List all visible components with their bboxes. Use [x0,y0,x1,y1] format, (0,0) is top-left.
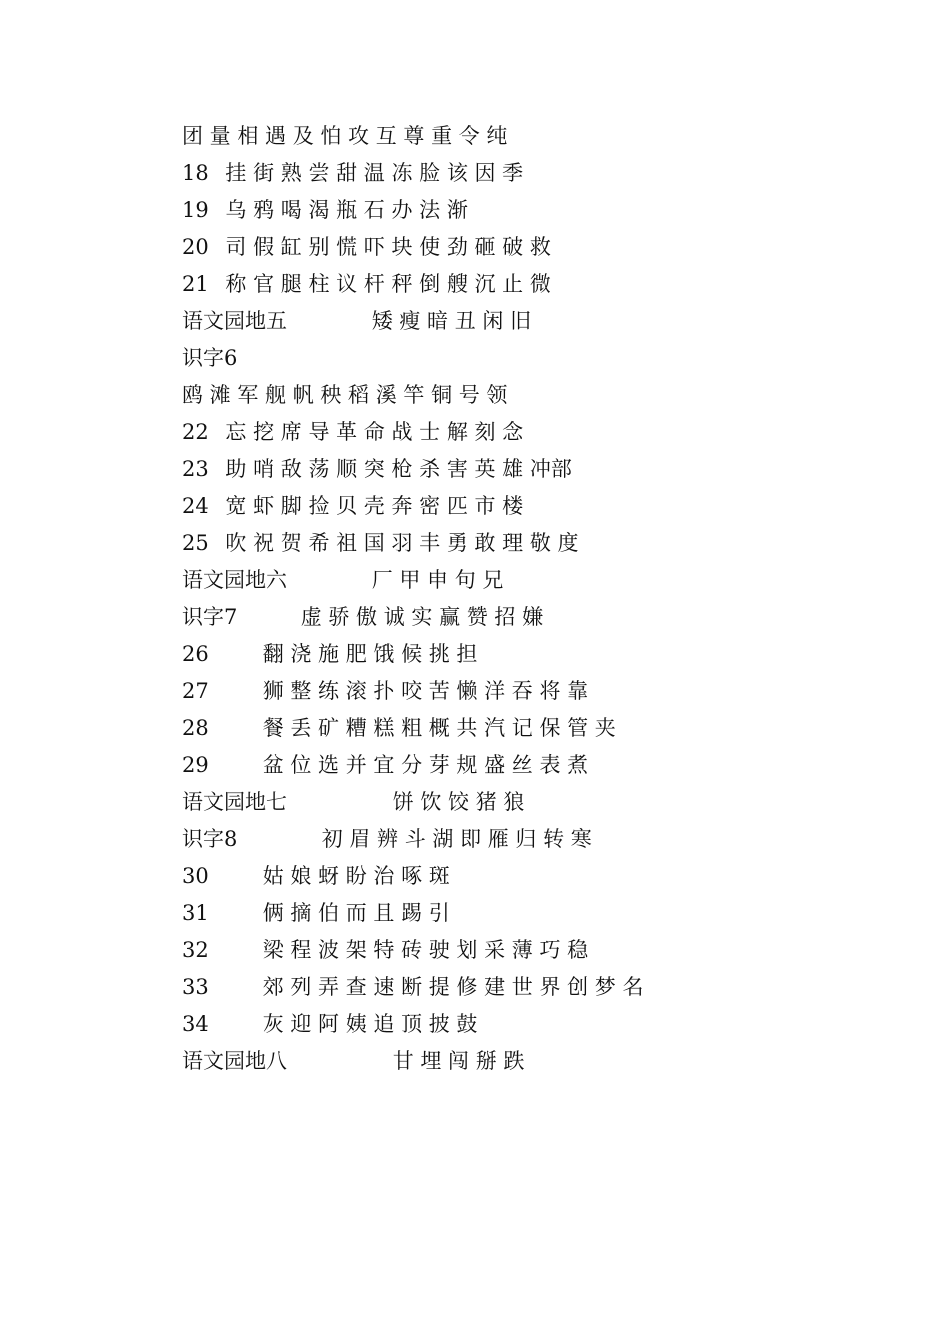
line-characters: 称 官 腿 柱 议 杆 秤 倒 艘 沉 止 微 [225,272,551,296]
list-item [182,303,922,340]
lesson-number: 24 [182,494,209,518]
list-item [182,636,922,673]
lesson-number: 25 [182,531,209,555]
line-characters: 宽 虾 脚 捡 贝 壳 奔 密 匹 市 楼 [225,494,524,518]
line-characters: 初 眉 辨 斗 湖 即 雁 归 转 寒 [321,827,592,851]
line-characters: 司 假 缸 别 慌 吓 块 使 劲 砸 破 救 [225,235,551,259]
line-characters: 狮 整 练 滚 扑 咬 苦 懒 洋 吞 将 靠 [262,679,589,703]
line-characters: 鸥 滩 军 舰 帆 秧 稻 溪 竿 铜 号 领 [182,383,508,407]
list-item [182,1006,922,1043]
line-characters: 挂 街 熟 尝 甜 温 冻 脸 该 因 季 [225,161,524,185]
list-item [182,266,922,303]
line-characters: 翻 浇 施 肥 饿 候 挑 担 [262,642,478,666]
list-item [182,821,922,858]
lesson-number: 30 [182,864,209,888]
list-item [182,340,922,377]
line-characters: 甘 埋 闯 掰 跌 [392,1049,525,1073]
lesson-number: 18 [182,161,209,185]
list-item [182,229,922,266]
line-characters: 郊 列 弄 查 速 断 提 修 建 世 界 创 梦 名 [262,975,644,999]
vocabulary-list [182,118,922,1080]
lesson-number: 32 [182,938,209,962]
lesson-number: 29 [182,753,209,777]
list-item [182,192,922,229]
list-item [182,118,922,155]
list-item [182,710,922,747]
section-heading: 语文园地七 [182,790,287,814]
lesson-number: 21 [182,272,209,296]
list-item [182,525,922,562]
lesson-number: 26 [182,642,209,666]
line-characters: 梁 程 波 架 特 砖 驶 划 采 薄 巧 稳 [262,938,589,962]
section-heading: 语文园地六 [182,568,287,592]
lesson-number: 33 [182,975,209,999]
line-characters: 忘 挖 席 导 革 命 战 士 解 刻 念 [225,420,524,444]
list-item [182,599,922,636]
section-heading: 语文园地八 [182,1049,287,1073]
list-item [182,784,922,821]
section-heading: 识字6 [182,346,238,370]
list-item [182,488,922,525]
line-characters: 矮 瘦 暗 丑 闲 旧 [371,309,532,333]
lesson-number: 23 [182,457,209,481]
line-characters: 盆 位 选 并 宜 分 芽 规 盛 丝 表 煮 [262,753,589,777]
section-heading: 语文园地五 [182,309,287,333]
list-item [182,932,922,969]
list-item [182,155,922,192]
line-characters: 餐 丢 矿 糟 糕 粗 概 共 汽 记 保 管 夹 [262,716,616,740]
list-item [182,377,922,414]
list-item [182,673,922,710]
lesson-number: 19 [182,198,209,222]
lesson-number: 20 [182,235,209,259]
list-item [182,747,922,784]
line-characters: 俩 摘 伯 而 且 踢 引 [262,901,450,925]
list-item [182,562,922,599]
line-characters: 饼 饮 饺 猪 狼 [392,790,525,814]
line-characters: 吹 祝 贺 希 祖 国 羽 丰 勇 敢 理 敬 度 [225,531,579,555]
line-characters: 助 哨 敌 荡 顺 突 枪 杀 害 英 雄 冲部 [225,457,572,481]
line-characters: 团 量 相 遇 及 怕 攻 互 尊 重 令 纯 [182,124,508,148]
line-characters: 厂 甲 申 句 兄 [371,568,504,592]
list-item [182,414,922,451]
line-characters: 灰 迎 阿 姨 追 顶 披 鼓 [262,1012,478,1036]
list-item [182,895,922,932]
list-item [182,1043,922,1080]
line-characters: 姑 娘 蚜 盼 治 啄 斑 [262,864,450,888]
list-item [182,451,922,488]
line-characters: 虚 骄 傲 诚 实 赢 赞 招 嫌 [300,605,544,629]
lesson-number: 27 [182,679,209,703]
section-heading: 识字7 [182,605,238,629]
lesson-number: 28 [182,716,209,740]
list-item [182,858,922,895]
lesson-number: 34 [182,1012,209,1036]
lesson-number: 31 [182,901,209,925]
list-item [182,969,922,1006]
section-heading: 识字8 [182,827,238,851]
lesson-number: 22 [182,420,209,444]
line-characters: 乌 鸦 喝 渴 瓶 石 办 法 渐 [225,198,468,222]
